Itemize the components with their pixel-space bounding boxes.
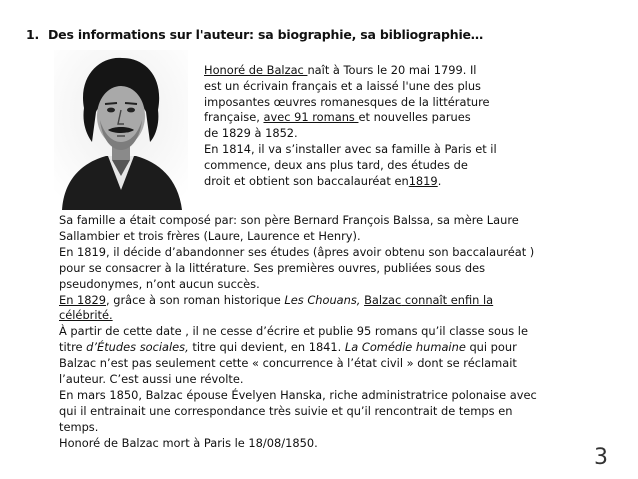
body-line: pour se consacrer à la littérature. Ses premières ouvres, publiées sous des <box>59 260 486 275</box>
body-line: l’auteur. C’est aussi une révolte. <box>59 372 244 387</box>
heading-number: 1. <box>26 27 40 42</box>
biography-block <box>204 63 497 189</box>
body-line: Sallambier et trois frères (Laure, Laurence et Henry). <box>59 228 361 243</box>
body-text-span: titre qui devient, en 1841. <box>188 340 345 355</box>
body-line <box>59 340 559 356</box>
body-line: À partir de cette date , il ne cesse d’écrire et publie 95 romans qu’il classe sous le <box>59 324 528 339</box>
bio-text: française, <box>204 110 264 125</box>
link-honore-de-balzac[interactable]: Honoré de Balzac <box>204 63 308 77</box>
link-connait-enfin[interactable]: connaît enfin la <box>401 292 494 307</box>
page-number: 3 <box>594 445 608 470</box>
body-text-span: , grâce à son roman historique <box>106 292 285 307</box>
body-line: qui il entrainait une correspondance très suivie et qu’il rencontrait de temps en <box>59 403 513 418</box>
body-text <box>59 213 559 452</box>
bio-line-4 <box>204 110 497 126</box>
body-line: En mars 1850, Balzac épouse Évelyen Hanska, riche administratrice polonaise avec <box>59 387 537 402</box>
title-etudes-sociales: d’Études sociales, <box>86 340 189 355</box>
heading-text: Des informations sur l'auteur: sa biographie, sa bibliographie… <box>48 27 484 42</box>
bio-line-7: commence, deux ans plus tard, des études de <box>204 157 468 172</box>
link-balzac[interactable]: Balzac <box>364 292 402 307</box>
title-les-chouans: Les Chouans, <box>284 292 365 307</box>
link-celebrite[interactable]: célébrité. <box>59 308 113 323</box>
section-heading <box>26 27 483 42</box>
link-1819[interactable]: 1819 <box>408 173 438 188</box>
body-line <box>59 293 559 309</box>
body-line <box>59 308 559 324</box>
body-line: En 1819, il décide d’abandonner ses études (âpres avoir obtenu son baccalauréat ) <box>59 244 535 259</box>
body-text-span: titre <box>59 340 87 355</box>
body-line: Balzac n’est pas seulement cette « concurrence à l’état civil » dont se réclamait <box>59 356 517 371</box>
bio-line-8 <box>204 174 497 190</box>
balzac-portrait <box>54 50 188 210</box>
bio-line-6: En 1814, il va s’installer avec sa famille à Paris et il <box>204 141 497 156</box>
body-line: pseudonymes, n’ont aucun succès. <box>59 276 260 291</box>
link-en-1829[interactable]: En 1829 <box>59 292 107 307</box>
body-line: Honoré de Balzac mort à Paris le 18/08/1850. <box>59 435 318 450</box>
bio-line-5: de 1829 à 1852. <box>204 126 298 141</box>
bio-line-1 <box>204 63 497 79</box>
bio-text: . <box>437 173 442 188</box>
bio-text: droit et obtient son baccalauréat en <box>204 173 409 188</box>
link-91-romans[interactable]: avec 91 romans <box>263 110 359 125</box>
bio-line-2: est un écrivain français et a laissé l'une des plus <box>204 78 481 93</box>
body-line: Sa famille a était composé par: son père Bernard François Balssa, sa mère Laure <box>59 213 519 227</box>
bio-text: naît à Tours le 20 mai 1799. Il <box>307 63 477 77</box>
body-text-span: qui pour <box>465 340 517 355</box>
bio-text: et nouvelles parues <box>358 110 471 125</box>
body-line: temps. <box>59 419 99 434</box>
title-comedie-humaine: La Comédie humaine <box>344 340 466 355</box>
bio-line-3: imposantes œuvres romanesques de la littérature <box>204 94 490 109</box>
